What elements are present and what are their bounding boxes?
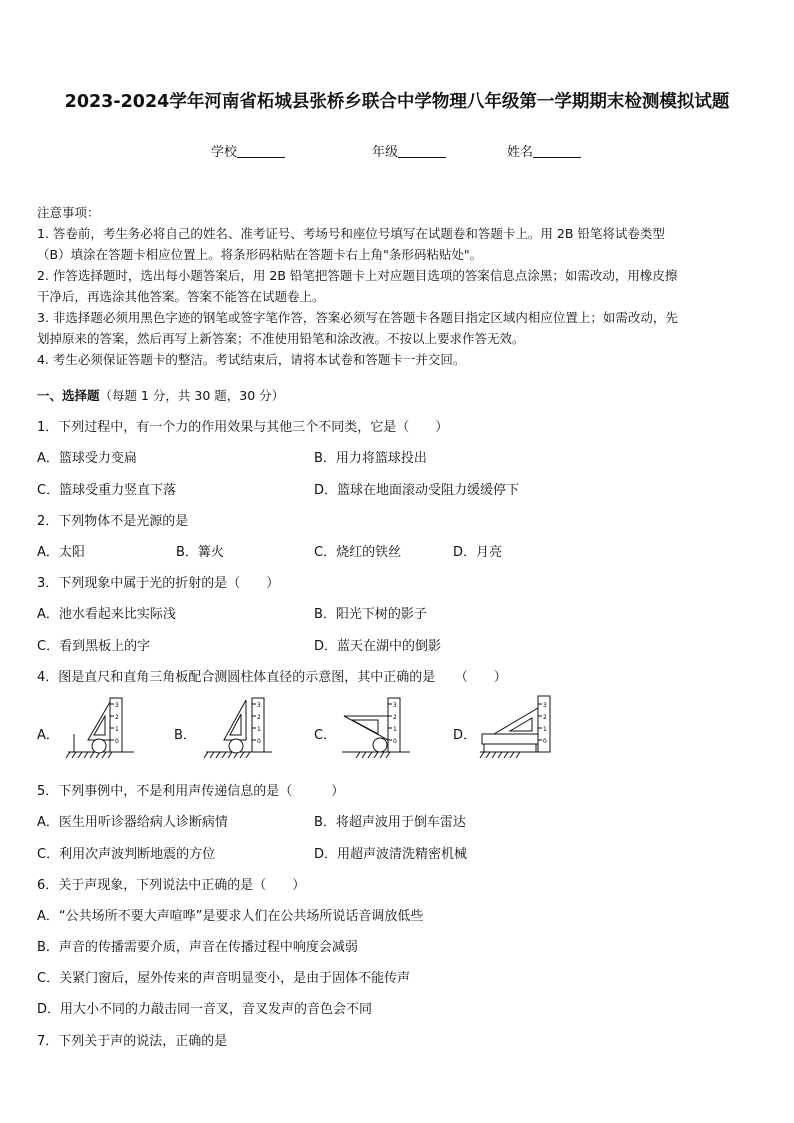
- section-heading: [37, 386, 284, 404]
- question-stem: 2．下列物体不是光源的是: [37, 514, 189, 529]
- exam-title: 2023-2024学年河南省柘城县张桥乡联合中学物理八年级第一学期期末检测模拟试题: [64, 92, 730, 112]
- ruler-tick-label: 2: [543, 714, 547, 721]
- answer-option[interactable]: A．篮球受力变扁: [37, 451, 137, 466]
- ruler-tick-label: 1: [543, 726, 547, 733]
- school-blank[interactable]: [237, 145, 285, 158]
- note-line: 划掉原来的答案，然后再写上新答案；不准使用铅笔和涂改液。不按以上要求作答无效。: [37, 331, 525, 346]
- answer-option[interactable]: B．用力将篮球投出: [314, 451, 427, 466]
- ruler-tick-label: 1: [393, 726, 397, 733]
- ruler-tick-label: 3: [393, 702, 397, 709]
- answer-option[interactable]: B．: [174, 728, 196, 743]
- measurement-diagram-a: [64, 694, 136, 760]
- grade-field[interactable]: [372, 141, 446, 160]
- answer-option[interactable]: C．利用次声波判断地震的方位: [37, 847, 216, 862]
- note-line: 1. 答卷前，考生务必将自己的姓名、准考证号、考场号和座位号填写在试题卷和答题卡上。用 2B 铅笔将试卷类型: [37, 226, 665, 241]
- ruler-tick-label: 0: [257, 738, 261, 745]
- answer-option[interactable]: C．烧红的铁丝: [314, 545, 402, 560]
- note-line: 3. 非选择题必须用黑色字迹的钢笔或签字笔作答，答案必须写在答题卡各题目指定区域内相应位置上；如需改动，先: [37, 310, 678, 325]
- measurement-diagram-b: [202, 694, 274, 760]
- answer-option[interactable]: D．用大小不同的力敲击同一音叉，音叉发声的音色会不同: [37, 1002, 373, 1017]
- note-line: 2. 作答选择题时，选出每小题答案后，用 2B 铅笔把答题卡上对应题目选项的答案信息点涂黑；如需改动，用橡皮擦: [37, 268, 678, 283]
- school-label: 学校: [211, 145, 238, 160]
- answer-option[interactable]: A．池水看起来比实际浅: [37, 607, 176, 622]
- answer-option[interactable]: B．声音的传播需要介质，声音在传播过程中响度会减弱: [37, 940, 358, 955]
- ruler-tick-label: 3: [257, 702, 261, 709]
- notes-heading: 注意事项：: [37, 205, 100, 220]
- answer-option[interactable]: D．蓝天在湖中的倒影: [314, 639, 442, 654]
- ruler-tick-label: 3: [115, 702, 119, 709]
- answer-option[interactable]: D．用超声波清洗精密机械: [314, 847, 468, 862]
- answer-option[interactable]: A．医生用听诊器给病人诊断病情: [37, 815, 228, 830]
- ruler-tick-label: 1: [257, 726, 261, 733]
- measurement-diagram-c: [338, 694, 412, 760]
- ruler-tick-label: 2: [115, 714, 119, 721]
- section-title: 一、选择题: [37, 388, 100, 403]
- ruler-tick-label: 2: [257, 714, 261, 721]
- answer-option[interactable]: B．篝火: [176, 545, 224, 560]
- answer-option[interactable]: D．: [453, 728, 477, 743]
- note-line: 4. 考生必须保证答题卡的整洁。考试结束后，请将本试卷和答题卡一并交回。: [37, 352, 466, 367]
- answer-option[interactable]: C．篮球受重力竖直下落: [37, 483, 177, 498]
- answer-option[interactable]: B．将超声波用于倒车雷达: [314, 815, 466, 830]
- answer-option[interactable]: A．“公共场所不要大声喧哗”是要求人们在公共场所说话音调放低些: [37, 909, 424, 924]
- measurement-diagram-d: [476, 694, 554, 760]
- note-line: 干净后，再选涂其他答案。答案不能答在试题卷上。: [37, 289, 325, 304]
- ruler-tick-label: 0: [115, 738, 119, 745]
- answer-option[interactable]: D．月亮: [453, 545, 503, 560]
- answer-option[interactable]: C．看到黑板上的字: [37, 639, 151, 654]
- question-stem: 3．下列现象中属于光的折射的是（ ）: [37, 576, 280, 591]
- question-stem: 1．下列过程中，有一个力的作用效果与其他三个不同类，它是（ ）: [37, 420, 449, 435]
- note-line: （B）填涂在答题卡相应位置上。将条形码粘贴在答题卡右上角"条形码粘贴处"。: [37, 247, 483, 262]
- question-stem: 7．下列关于声的说法，正确的是: [37, 1034, 228, 1049]
- name-blank[interactable]: [533, 145, 581, 158]
- section-note: （每题 1 分，共 30 题，30 分）: [99, 388, 285, 403]
- grade-label: 年级: [372, 145, 399, 160]
- ruler-tick-label: 0: [393, 738, 397, 745]
- answer-option[interactable]: A．太阳: [37, 545, 85, 560]
- name-label: 姓名: [507, 145, 534, 160]
- school-field[interactable]: [211, 141, 285, 160]
- name-field[interactable]: [507, 141, 581, 160]
- question-stem: 4．图是直尺和直角三角板配合测圆柱体直径的示意图，其中正确的是 （ ）: [37, 670, 507, 685]
- answer-option[interactable]: D．篮球在地面滚动受阻力缓缓停下: [314, 483, 520, 498]
- answer-option[interactable]: C．: [314, 728, 337, 743]
- ruler-tick-label: 3: [543, 702, 547, 709]
- grade-blank[interactable]: [398, 145, 446, 158]
- answer-option[interactable]: B．阳光下树的影子: [314, 607, 427, 622]
- ruler-tick-label: 1: [115, 726, 119, 733]
- exam-notes: [37, 202, 761, 370]
- answer-option[interactable]: A．: [37, 728, 59, 743]
- ruler-tick-label: 0: [543, 738, 547, 745]
- question-stem: 5．下列事例中，不是利用声传递信息的是（ ）: [37, 784, 345, 799]
- ruler-tick-label: 2: [393, 714, 397, 721]
- question-stem: 6．关于声现象，下列说法中正确的是（ ）: [37, 878, 306, 893]
- answer-option[interactable]: C．关紧门窗后，屋外传来的声音明显变小，是由于固体不能传声: [37, 971, 411, 986]
